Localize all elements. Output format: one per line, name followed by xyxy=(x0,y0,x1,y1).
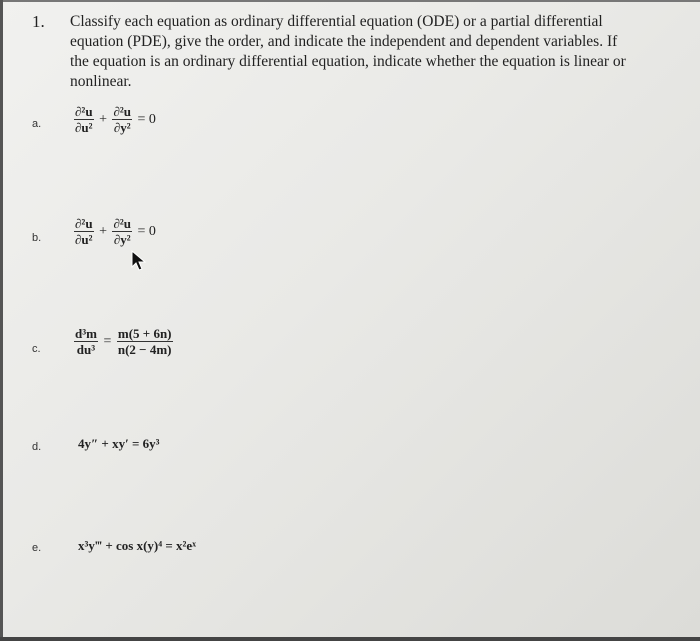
item-d-label: d. xyxy=(32,441,42,453)
equation-b-term1 xyxy=(74,216,94,247)
photo-frame-left xyxy=(0,0,3,641)
equation-a-rhs: = 0 xyxy=(137,111,156,127)
equation-a-term1 xyxy=(74,104,94,135)
equation-b-plus: + xyxy=(99,223,107,239)
equation-b-term2 xyxy=(112,216,132,247)
equation-b-term2-denominator: ∂y² xyxy=(113,232,131,247)
equation-a-term2-numerator: ∂²u xyxy=(113,104,132,119)
equation-b-term2-numerator: ∂²u xyxy=(113,216,132,231)
question-text: Classify each equation as ordinary differential equation (ODE) or a partial differential equation (PDE), give the order, and indicate the independent and dependent variables. If the equation is an ordinary differential equation, indicate whether the equation is linear or nonlinear. xyxy=(70,13,626,90)
equation-b-term1-numerator: ∂²u xyxy=(75,216,93,231)
equation-c-rhs xyxy=(117,326,173,357)
equation-a-term2-denominator: ∂y² xyxy=(113,120,131,135)
equation-c-equals: = xyxy=(103,333,112,349)
question-number: 1. xyxy=(32,12,45,31)
equation-a xyxy=(74,104,158,135)
equation-a-term1-denominator: ∂u² xyxy=(75,120,93,135)
equation-c-rhs-numerator: m(5 + 6n) xyxy=(117,326,172,341)
item-a-label: a. xyxy=(32,118,42,130)
equation-a-term1-numerator: ∂²u xyxy=(75,104,93,119)
equation-c xyxy=(74,326,173,357)
item-b-label: b. xyxy=(32,232,42,244)
equation-c-lhs-denominator: du³ xyxy=(76,342,96,357)
photo-frame-top xyxy=(0,0,700,2)
mouse-cursor-icon xyxy=(130,250,148,272)
equation-c-lhs-numerator: d³m xyxy=(75,326,97,341)
item-e-label: e. xyxy=(32,542,42,554)
equation-c-rhs-denominator: n(2 − 4m) xyxy=(117,342,172,357)
equation-b xyxy=(74,216,158,247)
item-c-label: c. xyxy=(32,343,41,355)
equation-a-plus: + xyxy=(99,111,107,127)
equation-b-rhs: = 0 xyxy=(137,223,156,239)
equation-a-term2 xyxy=(112,104,132,135)
equation-e: x³y‴ + cos x(y)⁴ = x²eˣ xyxy=(78,538,196,553)
photo-frame-bottom xyxy=(0,637,700,641)
equation-d: 4y″ + xy′ = 6y³ xyxy=(78,436,160,451)
equation-b-term1-denominator: ∂u² xyxy=(75,232,93,247)
equation-c-lhs xyxy=(74,326,98,357)
